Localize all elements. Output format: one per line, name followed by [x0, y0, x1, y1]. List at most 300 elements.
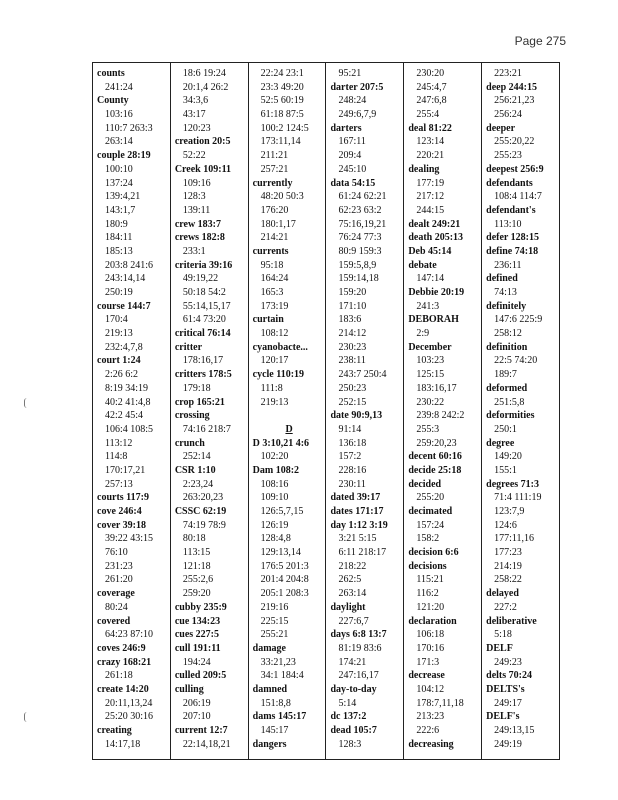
index-entry-word: Dam 108:2	[252, 464, 300, 476]
index-entry-reference: 255:20,22	[494, 136, 535, 148]
index-entry-word: data 54:15	[330, 177, 376, 189]
index-entry-reference: 33:21,23	[260, 656, 296, 668]
index-entry-reference: 157:24	[416, 519, 445, 531]
index-entry-reference: 136:18	[338, 437, 367, 449]
index-entry-word: Deb 45:14	[408, 245, 452, 257]
index-entry-word: delayed	[486, 588, 519, 600]
index-entry-reference: 62:23 63:2	[338, 204, 382, 216]
index-entry-word: critters 178:5	[174, 369, 232, 381]
index-entry-word: dates 171:17	[330, 506, 384, 517]
index-entry-word: crunch	[174, 437, 205, 449]
index-entry-reference: 201:4 204:8	[260, 574, 309, 586]
index-entry-reference: 230:11	[338, 478, 366, 490]
index-entry-word: deeper	[486, 122, 516, 134]
binding-hole-mark	[24, 712, 31, 722]
index-entry-reference: 248:24	[338, 95, 367, 107]
index-entry-word: decreasing	[408, 738, 454, 750]
index-entry-word: CSR 1:10	[174, 464, 216, 476]
index-entry-word: DEBORAH	[408, 314, 459, 326]
index-column	[249, 63, 327, 759]
index-entry-reference: 155:1	[494, 464, 517, 476]
index-entry-reference: 251:5,8	[494, 396, 525, 408]
index-entry-reference: 147:14	[416, 273, 445, 285]
index-entry-reference: 52:22	[182, 150, 206, 162]
index-entry-word: critter	[174, 341, 203, 353]
index-entry-reference: 256:24	[494, 109, 522, 121]
index-entry-reference: 8:19 34:19	[105, 382, 149, 394]
index-entry-reference: 249:13,15	[494, 725, 535, 736]
index-entry-reference: 255:23	[494, 150, 522, 162]
index-entry-reference: 241:24	[105, 81, 133, 93]
index-entry-reference: 52:5 60:19	[260, 95, 304, 107]
index-entry-reference: 106:18	[416, 629, 445, 641]
index-entry-reference: 209:4	[338, 150, 362, 162]
index-entry-word: crazy 168:21	[97, 656, 152, 668]
index-entry-word: DELF	[486, 642, 513, 654]
index-entry-reference: 108:16	[260, 478, 289, 490]
index-entry-word: criteria 39:16	[174, 259, 233, 271]
index-entry-reference: 225:15	[260, 615, 289, 627]
index-entry-reference: 139:4,21	[105, 191, 141, 203]
index-entry-reference: 123:14	[416, 136, 445, 148]
index-entry-word: decision 6:6	[408, 547, 459, 559]
index-entry-reference: 189:7	[494, 369, 517, 381]
index-entry-word: decisions	[408, 560, 447, 572]
index-entry-word: darter 207:5	[330, 81, 384, 93]
index-entry-reference: 185:13	[105, 245, 133, 257]
index-column	[171, 63, 249, 759]
index-entry-word: degrees 71:3	[486, 478, 539, 490]
index-entry-word: curtain	[252, 314, 284, 326]
index-entry-reference: 103:16	[105, 109, 133, 121]
index-entry-reference: 80:24	[105, 601, 128, 613]
index-entry-word: darters	[330, 122, 362, 134]
index-entry-reference: 247:16,17	[338, 670, 379, 682]
index-column	[482, 63, 559, 759]
index-entry-reference: 236:11	[494, 259, 522, 271]
index-entry-reference: 3:21 5:15	[338, 533, 377, 545]
index-entry-reference: 164:24	[260, 273, 289, 285]
index-entry-reference: 123:7,9	[494, 506, 525, 517]
index-entry-reference: 95:21	[338, 68, 362, 79]
index-entry-word: counts	[97, 68, 125, 79]
index-entry-reference: 194:24	[182, 656, 211, 668]
index-entry-reference: 158:2	[416, 533, 440, 545]
index-entry-word: defendants	[486, 177, 533, 189]
index-entry-word: defer 128:15	[486, 232, 539, 244]
index-entry-word: deepest 256:9	[486, 163, 544, 175]
index-entry-reference: 128:3	[182, 191, 206, 203]
index-entry-word: defendant's	[486, 204, 536, 216]
index-entry-reference: 239:8 242:2	[416, 410, 465, 422]
index-entry-word: deal 81:22	[408, 122, 452, 134]
index-entry-reference: 6:11 218:17	[338, 547, 387, 559]
index-entry-reference: 255:2,6	[182, 574, 214, 586]
index-entry-reference: 173:19	[260, 300, 289, 312]
index-entry-reference: 113:12	[105, 437, 133, 449]
index-entry-reference: 151:8,8	[260, 697, 291, 709]
index-entry-word: coverage	[97, 588, 135, 600]
index-entry-word: decimated	[408, 506, 453, 517]
index-entry-reference: 22:14,18,21	[182, 738, 231, 750]
index-entry-reference: 241:3	[416, 300, 440, 312]
index-entry-reference: 243:7 250:4	[338, 369, 387, 381]
index-entry-reference: 179:18	[182, 382, 211, 394]
index-entry-word: definitely	[486, 300, 527, 312]
index-entry-word: dealt 249:21	[408, 218, 461, 230]
index-entry-reference: 249:17	[494, 697, 522, 709]
index-entry-word: dealing	[408, 163, 440, 175]
index-entry-reference: 121:18	[182, 560, 211, 572]
index-entry-reference: 50:18 54:2	[182, 287, 226, 298]
index-entry-reference: 2:26 6:2	[105, 369, 139, 381]
index-entry-word: decrease	[408, 670, 445, 682]
blank-line	[253, 409, 326, 423]
index-entry-reference: 217:12	[416, 191, 445, 203]
index-entry-word: Creek 109:11	[174, 163, 232, 175]
index-entry-reference: 171:10	[338, 300, 367, 312]
index-entry-reference: 74:16 218:7	[182, 423, 231, 435]
index-entry-word: dangers	[252, 738, 287, 750]
word-index-table	[92, 62, 560, 760]
index-entry-reference: 228:16	[338, 464, 367, 476]
index-entry-reference: 20:11,13,24	[105, 697, 153, 709]
index-column	[326, 63, 404, 759]
index-entry-reference: 100:2 124:5	[260, 122, 309, 134]
index-entry-reference: 257:21	[260, 163, 289, 175]
index-entry-reference: 255:21	[260, 629, 289, 641]
index-entry-reference: 159:20	[338, 287, 367, 298]
index-entry-word: County	[97, 95, 129, 107]
index-entry-reference: 263:14	[105, 136, 133, 148]
index-entry-reference: 75:16,19,21	[338, 218, 387, 230]
index-entry-reference: 61:18 87:5	[260, 109, 304, 121]
index-entry-reference: 258:12	[494, 328, 522, 340]
index-entry-reference: 177:23	[494, 547, 522, 559]
index-entry-reference: 139:11	[182, 204, 211, 216]
index-entry-reference: 108:12	[260, 328, 289, 340]
index-entry-reference: 48:20 50:3	[260, 191, 304, 203]
index-entry-word: culled 209:5	[174, 670, 227, 682]
binding-hole-mark	[24, 398, 31, 408]
index-entry-reference: 147:6 225:9	[494, 314, 543, 326]
index-entry-reference: 207:10	[182, 711, 211, 723]
index-entry-reference: 49:19,22	[182, 273, 219, 285]
index-entry-reference: 159:5,8,9	[338, 259, 377, 271]
index-entry-reference: 2:23,24	[182, 478, 214, 490]
index-entry-word: Debbie 20:19	[408, 287, 465, 298]
index-entry-word: deformed	[486, 382, 528, 394]
index-entry-reference: 22:5 74:20	[494, 355, 538, 367]
section-letter: D	[285, 423, 293, 435]
index-entry-reference: 102:20	[260, 451, 289, 463]
index-entry-word: dated 39:17	[330, 492, 381, 504]
index-entry-reference: 113:10	[494, 218, 522, 230]
index-entry-reference: 219:13	[260, 396, 289, 408]
index-entry-reference: 76:10	[105, 547, 128, 559]
index-entry-word: date 90:9,13	[330, 410, 383, 422]
index-entry-word: creation 20:5	[174, 136, 231, 148]
index-entry-word: cull 191:11	[174, 642, 221, 654]
index-entry-reference: 100:10	[105, 163, 133, 175]
index-entry-word: debate	[408, 259, 437, 271]
index-entry-reference: 174:21	[338, 656, 367, 668]
index-entry-reference: 167:11	[338, 136, 366, 148]
index-entry-reference: 250:23	[338, 382, 367, 394]
index-entry-word: deformities	[486, 410, 535, 422]
index-column	[93, 63, 171, 759]
index-entry-word: CSSC 62:19	[174, 506, 227, 517]
index-entry-reference: 116:2	[416, 588, 439, 600]
index-entry-word: currently	[252, 177, 293, 189]
index-entry-reference: 22:24 23:1	[260, 68, 304, 79]
index-entry-reference: 255:20	[416, 492, 445, 504]
index-entry-reference: 227:2	[494, 601, 517, 613]
index-entry-word: deliberative	[486, 615, 537, 627]
index-entry-reference: 126:5,7,15	[260, 506, 304, 517]
index-entry-reference: 180:9	[105, 218, 128, 230]
index-entry-reference: 183:6	[338, 314, 362, 326]
index-entry-reference: 256:21,23	[494, 95, 535, 107]
index-entry-reference: 230:22	[416, 396, 445, 408]
index-entry-reference: 121:20	[416, 601, 445, 613]
index-entry-word: dams 145:17	[252, 711, 307, 723]
index-entry-word: D 3:10,21 4:6	[252, 437, 310, 449]
index-entry-reference: 103:23	[416, 355, 445, 367]
index-entry-word: damned	[252, 683, 288, 695]
index-entry-reference: 258:22	[494, 574, 522, 586]
index-entry-reference: 178:7,11,18	[416, 697, 464, 709]
index-entry-word: daylight	[330, 601, 366, 613]
index-entry-reference: 80:18	[182, 533, 206, 545]
index-entry-reference: 165:3	[260, 287, 284, 298]
index-entry-word: damage	[252, 642, 286, 654]
index-entry-reference: 18:6 19:24	[182, 68, 226, 79]
index-entry-reference: 129:13,14	[260, 547, 301, 559]
index-entry-reference: 257:13	[105, 478, 133, 490]
index-entry-reference: 149:20	[494, 451, 522, 463]
index-entry-reference: 61:24 62:21	[338, 191, 387, 203]
index-entry-reference: 145:17	[260, 725, 289, 736]
index-entry-reference: 214:21	[260, 232, 289, 244]
index-entry-reference: 125:15	[416, 369, 445, 381]
index-entry-word: creating	[97, 725, 132, 736]
index-entry-reference: 250:19	[105, 287, 133, 298]
index-entry-reference: 177:11,16	[494, 533, 535, 545]
index-entry-reference: 128:3	[338, 738, 362, 750]
index-entry-reference: 5:14	[338, 697, 357, 709]
index-entry-reference: 219:13	[105, 328, 133, 340]
page-number: Page 275	[514, 34, 566, 48]
index-entry-reference: 111:8	[260, 382, 283, 394]
index-entry-reference: 74:19 78:9	[182, 519, 226, 531]
index-entry-reference: 230:23	[338, 341, 367, 353]
index-entry-reference: 91:14	[338, 423, 362, 435]
index-entry-reference: 252:14	[182, 451, 211, 463]
index-entry-reference: 81:19 83:6	[338, 642, 382, 654]
index-entry-word: death 205:13	[408, 232, 464, 244]
index-entry-reference: 43:17	[182, 109, 206, 121]
index-entry-word: declaration	[408, 615, 457, 627]
index-entry-word: crossing	[174, 410, 210, 422]
index-entry-reference: 109:10	[260, 492, 289, 504]
index-entry-reference: 227:6,7	[338, 615, 369, 627]
index-entry-word: DELF's	[486, 711, 520, 723]
index-entry-word: defined	[486, 273, 518, 285]
index-entry-reference: 126:19	[260, 519, 289, 531]
index-entry-reference: 263:20,23	[182, 492, 224, 504]
index-entry-reference: 55:14,15,17	[182, 300, 231, 312]
index-entry-word: decided	[408, 478, 442, 490]
index-entry-word: cues 227:5	[174, 629, 219, 641]
index-entry-word: dead 105:7	[330, 725, 377, 736]
index-entry-reference: 20:1,4 26:2	[182, 81, 229, 93]
index-entry-reference: 71:4 111:19	[494, 492, 542, 504]
index-entry-word: couple 28:19	[97, 150, 151, 162]
index-entry-reference: 205:1 208:3	[260, 588, 309, 600]
index-entry-reference: 124:6	[494, 519, 517, 531]
index-entry-word: cover 39:18	[97, 519, 146, 531]
index-entry-reference: 177:19	[416, 177, 445, 189]
index-entry-reference: 120:17	[260, 355, 289, 367]
index-entry-reference: 232:4,7,8	[105, 341, 143, 353]
index-entry-reference: 184:11	[105, 232, 133, 244]
index-entry-reference: 23:3 49:20	[260, 81, 304, 93]
index-entry-reference: 14:17,18	[105, 738, 141, 750]
index-entry-reference: 219:16	[260, 601, 289, 613]
index-entry-word: current 12:7	[174, 725, 228, 736]
index-entry-reference: 120:23	[182, 122, 211, 134]
index-entry-reference: 178:16,17	[182, 355, 224, 367]
index-entry-reference: 39:22 43:15	[105, 533, 154, 545]
index-entry-reference: 110:7 263:3	[105, 122, 153, 134]
index-entry-reference: 245:4,7	[416, 81, 447, 93]
index-entry-reference: 80:9 159:3	[338, 245, 382, 257]
index-entry-reference: 243:14,14	[105, 273, 146, 285]
index-entry-word: crew 183:7	[174, 218, 222, 230]
index-entry-word: cyanobacte...	[252, 341, 308, 353]
index-entry-reference: 252:15	[338, 396, 367, 408]
index-entry-word: critical 76:14	[174, 328, 231, 340]
index-entry-reference: 173:11,14	[260, 136, 301, 148]
index-entry-word: cubby 235:9	[174, 601, 227, 613]
index-entry-word: degree	[486, 437, 515, 449]
index-entry-word: court 1:24	[97, 355, 141, 367]
index-entry-word: deep 244:15	[486, 81, 537, 93]
index-entry-word: days 6:8 13:7	[330, 629, 387, 641]
index-entry-reference: 114:8	[105, 451, 128, 463]
index-entry-reference: 255:3	[416, 423, 440, 435]
index-entry-reference: 159:14,18	[338, 273, 379, 285]
index-entry-word: courts 117:9	[97, 492, 149, 504]
index-entry-reference: 109:16	[182, 177, 211, 189]
index-entry-word: cue 134:23	[174, 615, 221, 627]
index-entry-reference: 128:4,8	[260, 533, 291, 545]
index-entry-reference: 214:12	[338, 328, 367, 340]
index-entry-reference: 61:4 73:20	[182, 314, 226, 326]
index-entry-word: DELTS's	[486, 683, 525, 695]
index-entry-reference: 143:1,7	[105, 204, 136, 216]
index-entry-word: crop 165:21	[174, 396, 225, 408]
index-entry-word: December	[408, 341, 452, 353]
index-entry-word: decide 25:18	[408, 464, 462, 476]
index-entry-reference: 176:20	[260, 204, 289, 216]
index-entry-reference: 206:19	[182, 697, 211, 709]
index-entry-reference: 211:21	[260, 150, 289, 162]
index-entry-reference: 249:19	[494, 738, 522, 750]
index-entry-reference: 230:20	[416, 68, 445, 79]
index-entry-reference: 223:21	[494, 68, 522, 79]
index-entry-reference: 64:23 87:10	[105, 629, 154, 641]
index-entry-reference: 245:10	[338, 163, 367, 175]
index-entry-reference: 115:21	[416, 574, 444, 586]
index-entry-reference: 183:16,17	[416, 382, 457, 394]
index-entry-reference: 104:12	[416, 683, 445, 695]
index-entry-reference: 34:3,6	[182, 95, 209, 107]
index-entry-reference: 249:23	[494, 656, 522, 668]
index-entry-word: dc 137:2	[330, 711, 367, 723]
index-entry-word: culling	[174, 683, 204, 695]
index-entry-word: definition	[486, 341, 528, 353]
index-entry-reference: 250:1	[494, 423, 517, 435]
index-entry-reference: 247:6,8	[416, 95, 447, 107]
index-entry-reference: 222:6	[416, 725, 440, 736]
index-entry-reference: 249:6,7,9	[338, 109, 377, 121]
index-entry-word: day 1:12 3:19	[330, 519, 388, 531]
index-entry-reference: 262:5	[338, 574, 362, 586]
index-entry-reference: 42:2 45:4	[105, 410, 144, 422]
index-entry-reference: 261:20	[105, 574, 133, 586]
index-entry-word: crews 182:8	[174, 232, 225, 244]
index-column	[404, 63, 482, 759]
index-entry-reference: 259:20,23	[416, 437, 457, 449]
index-entry-reference: 106:4 108:5	[105, 423, 154, 435]
index-entry-reference: 259:20	[182, 588, 211, 600]
index-entry-reference: 180:1,17	[260, 218, 296, 230]
index-entry-word: cycle 110:19	[252, 369, 305, 381]
index-entry-reference: 157:2	[338, 451, 362, 463]
index-entry-reference: 171:3	[416, 656, 440, 668]
index-entry-reference: 40:2 41:4,8	[105, 396, 151, 408]
index-entry-reference: 95:18	[260, 259, 284, 271]
index-entry-reference: 263:14	[338, 588, 367, 600]
index-entry-word: create 14:20	[97, 683, 149, 695]
index-entry-reference: 137:24	[105, 177, 133, 189]
index-entry-word: define 74:18	[486, 245, 539, 257]
index-entry-reference: 238:11	[338, 355, 366, 367]
index-entry-word: day-to-day	[330, 683, 377, 695]
index-entry-reference: 108:4 114:7	[494, 191, 542, 203]
index-entry-reference: 74:13	[494, 287, 517, 298]
index-entry-reference: 255:4	[416, 109, 440, 121]
index-entry-reference: 170:16	[416, 642, 445, 654]
index-entry-reference: 214:19	[494, 560, 522, 572]
index-entry-word: delts 70:24	[486, 670, 532, 682]
index-entry-reference: 176:5 201:3	[260, 560, 309, 572]
index-entry-reference: 5:18	[494, 629, 512, 641]
index-entry-word: course 144:7	[97, 300, 151, 312]
index-entry-word: currents	[252, 245, 289, 257]
index-entry-reference: 203:8 241:6	[105, 259, 154, 271]
index-entry-reference: 220:21	[416, 150, 445, 162]
index-entry-reference: 2:9	[416, 328, 430, 340]
index-entry-reference: 113:15	[182, 547, 211, 559]
index-entry-word: cove 246:4	[97, 506, 142, 517]
index-entry-word: decent 60:16	[408, 451, 462, 463]
index-entry-reference: 170:4	[105, 314, 128, 326]
index-entry-reference: 218:22	[338, 560, 367, 572]
index-entry-reference: 76:24 77:3	[338, 232, 382, 244]
